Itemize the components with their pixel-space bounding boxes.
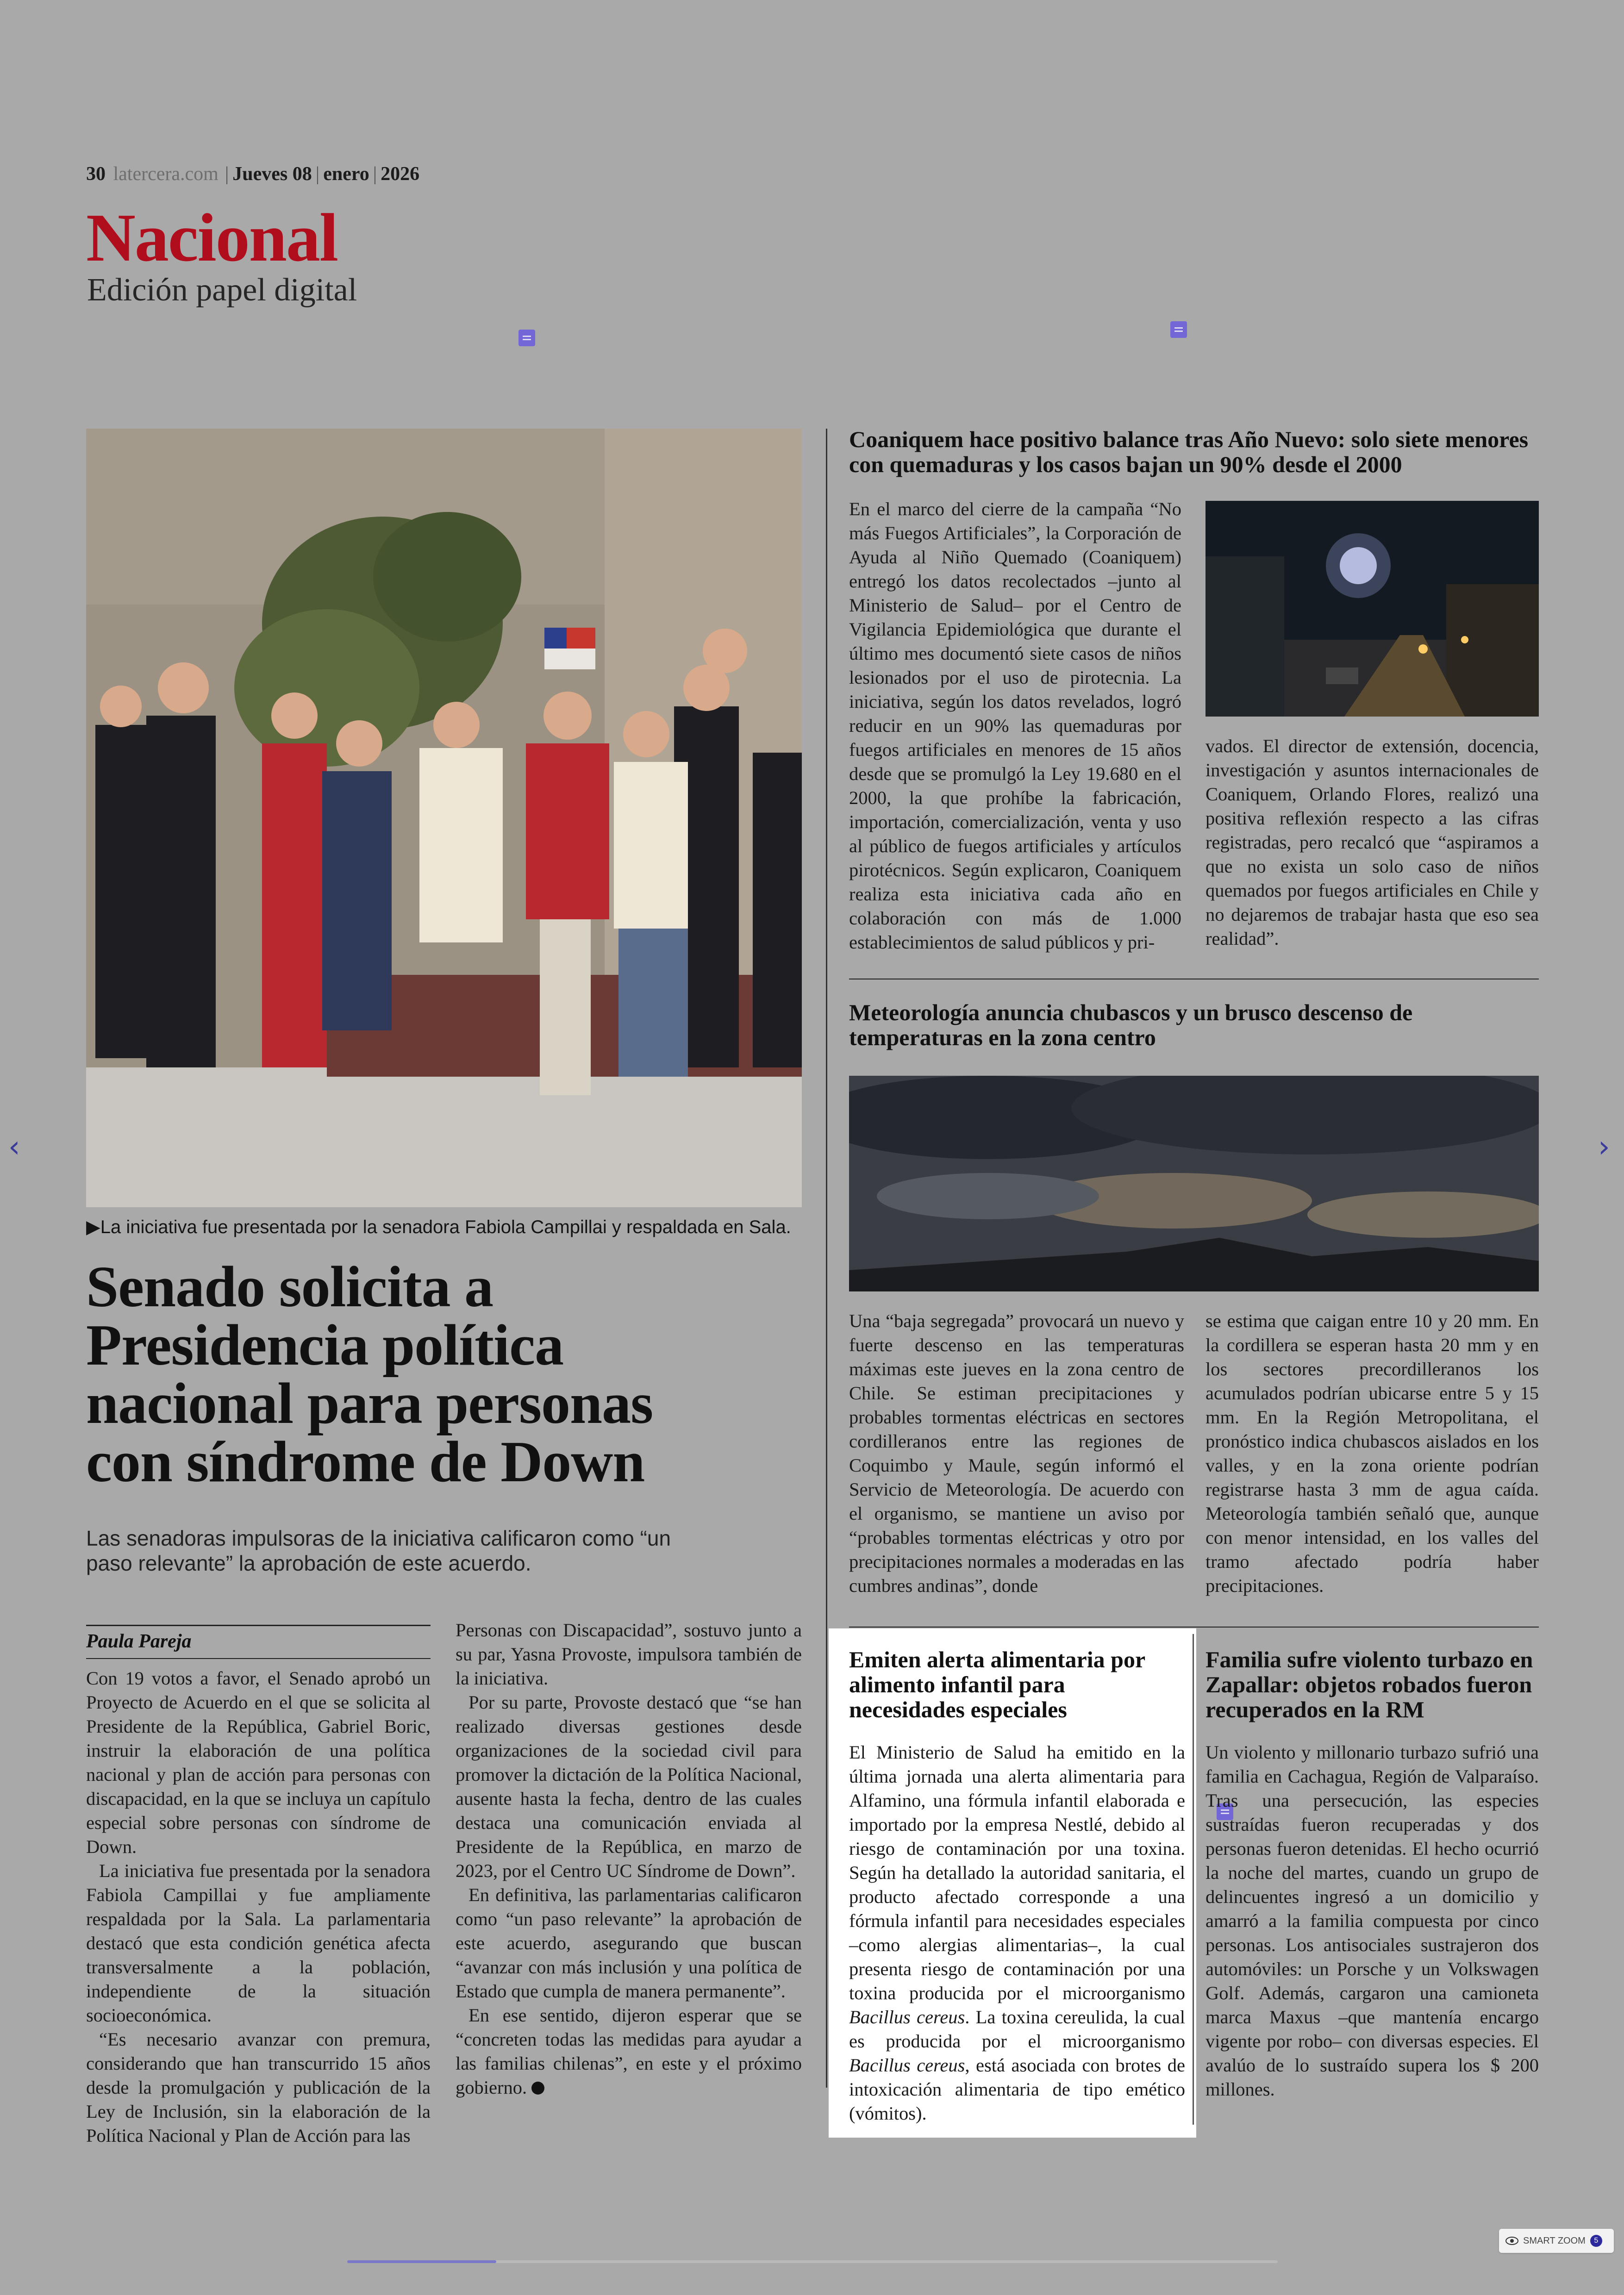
- weather-headline: Meteorología anuncia chubascos y un brusco descenso de temperaturas en la zona centro: [849, 999, 1413, 1050]
- organism-name: Bacillus cereus: [849, 2007, 965, 2027]
- smart-zoom-badge: 5: [1590, 2235, 1602, 2247]
- page-progress-bar[interactable]: [347, 2260, 1278, 2263]
- main-article-dek: Las senadoras impulsoras de la iniciativa calificaron como “un paso relevante” la aprobación de este acuerdo.: [86, 1526, 671, 1576]
- header-month: enero: [323, 163, 369, 185]
- caption-arrow-icon: ▶: [86, 1217, 100, 1237]
- smart-zoom-label: SMART ZOOM: [1523, 2235, 1586, 2246]
- alerta-headline: Emiten alerta alimentaria por alimento infantil para necesidades especiales: [849, 1646, 1145, 1722]
- cloudy-sky-illustration: [849, 1076, 1539, 1291]
- weather-column-1: Una “baja segregada” provocará un nuevo y fuerte descenso en las temperaturas máximas este jueves en la zona centro de Chile. Se estiman precipitaciones y probables tormentas eléctricas en sectores cordilleranos entre las regiones de Coquimbo y Maule, según informó el Servicio de Meteorología. De acuerdo con el organismo, se mantiene un aviso por “probables tormentas eléctricas y otro por precipitaciones normales a moderadas en las cumbres andinas”, donde: [849, 1310, 1184, 1596]
- end-of-article-icon: [531, 2082, 544, 2095]
- organism-name: Bacillus cereus: [849, 2055, 965, 2076]
- header-day: Jueves 08: [232, 163, 312, 185]
- smart-zoom-button[interactable]: [1499, 2229, 1614, 2253]
- author-rule: [86, 1625, 431, 1626]
- group-photo-illustration: [86, 429, 802, 1207]
- main-article-column-2: Personas con Discapacidad”, sostuvo junto a su par, Yasna Provoste, impulsora también de la iniciativa. Por su parte, Provoste destacó que “se han realizado diversas gestiones desde organizaciones de la sociedad civil para promover la dictación de la Política Nacional, ausente hasta la fecha, dentro de las cuales destaca una comunicación enviada al Presidente de la República, en marzo de 2023, por el Centro UC Síndrome de Down”. En definitiva, las parlamentarias calificaron como “un paso relevante” la aprobación de este acuerdo, asegurando que buscan “avanzar con más inclusión y una política de Estado que cumpla de manera permanente”. En ese sentido, dijeron esperar que se “concreten todas las medidas para ayudar a las familias chilenas”, en este y el próximo gobierno.: [456, 1620, 802, 2098]
- column-divider: [826, 429, 827, 2088]
- section-rule-2: [849, 1627, 1539, 1628]
- article-author: Paula Pareja: [86, 1631, 192, 1652]
- header-year: 2026: [381, 163, 420, 185]
- next-page-button[interactable]: ›: [1598, 1130, 1610, 1164]
- weather-photo: [849, 1076, 1539, 1291]
- main-photo-caption: ▶La iniciativa fue presentada por la senadora Fabiola Campillai y respaldada en Sala.: [86, 1217, 791, 1237]
- main-article-column-1: Con 19 votos a favor, el Senado aprobó un Proyecto de Acuerdo en el que se solicita al Presidente de la República, Gabriel Boric, instruir la elaboración de una política nacional y plan de acción para personas con discapacidad, en la que se incluya un capítulo especial sobre personas con síndrome de Down. La iniciativa fue presentada por la senadora Fabiola Campillai y fue ampliamente respaldada por la Sala. La parlamentaria destacó que esta condición genética afecta transversalmente a la población, independiente de la situación socioeconómica. “Es necesario avanzar con premura, considerando que han transcurrido 15 años desde la promulgación y publicación de la Ley de Inclusión, sin la elaboración de la Política Nacional y Plan de Acción para las: [86, 1668, 431, 2146]
- alerta-body: El Ministerio de Salud ha emitido en la última jornada una alerta alimentaria para Alfamino, una fórmula infantil elaborada e importado por la empresa Nestlé, debido al riesgo de contaminación por una toxina. Según ha detallado la autoridad sanitaria, el producto afectado corresponde a una fórmula infantil para necesidades especiales –como alergias alimentarias–, la cual presenta riesgo de contaminación por una toxina producida por el microorganismo Bacillus cereus. La toxina cereulida, la cual es producida por el microorganismo Bacillus cereus, está asociada con brotes de intoxicación alimentaria de tipo emético (vómitos).: [849, 1742, 1186, 2124]
- zapallar-body: Un violento y millonario turbazo sufrió una familia en Cachagua, Región de Valparaíso. Tras una persecución, las especies sustraídas fueron recuperadas y dos personas fueron detenidas. El hecho ocurrió la noche del martes, cuando un grupo de delincuentes ingresó a un domicilio y amarró a la familia compuesta por cinco personas. Los antisociales sustrajeron dos automóviles: un Porsche y un Volkswagen Golf. Además, cargaron una camioneta marca Maxus –que mantenía encargo vigente por robo– con diversas especies. El avalúo de lo sustraído supera los $ 200 millones.: [1206, 1742, 1539, 2100]
- main-headline: Senado solicita a Presidencia política nacional para personas con síndrome de Down: [86, 1255, 653, 1494]
- coaniquem-column-2: vados. El director de extensión, docencia, investigación y asuntos internacionales de Coaniquem, Orlando Flores, realizó una positiva reflexión respecto a las cifras registradas, pero recalcó que “aspiramos a que no exista un solo caso de niños quemados por fuegos artificiales en Chile y no dejaremos de trabajar hasta que eso sea realidad”.: [1206, 736, 1539, 949]
- eye-icon: [1505, 2237, 1518, 2245]
- prev-page-button[interactable]: ‹: [8, 1130, 20, 1164]
- page-number: 30: [86, 163, 106, 185]
- weather-column-2: se estima que caigan entre 10 y 20 mm. En la cordillera se esperan hasta 20 mm y en los sectores precordilleranos los acumulados podrían ubicarse entre 5 y 15 mm. En la Región Metropolitana, el pronóstico indica chubascos aislados en los valles, y en la zona oriente podrían registrarse hasta 3 mm de agua caída. Meteorología también señaló que, aunque con menor intensidad, en los valles del tramo afectado podría haber precipitaciones.: [1206, 1310, 1539, 1596]
- note-icon[interactable]: [1170, 321, 1187, 338]
- coaniquem-headline: Coaniquem hace positivo balance tras Año Nuevo: solo siete menores con quemaduras y los casos bajan un 90% desde el 2000: [849, 426, 1529, 477]
- site-name: latercera.com: [113, 163, 219, 185]
- page-header-line: 30 latercera.com | Jueves 08 | enero | 2026: [86, 163, 420, 185]
- section-title: Nacional: [86, 200, 338, 276]
- note-icon[interactable]: [518, 330, 535, 346]
- fireworks-street-illustration: [1206, 501, 1539, 717]
- alerta-divider: [1193, 1634, 1194, 2125]
- author-rule-bottom: [86, 1658, 431, 1659]
- edition-subtitle: Edición papel digital: [87, 272, 357, 308]
- page-progress-fill: [347, 2260, 496, 2263]
- fireworks-photo: [1206, 501, 1539, 717]
- main-article-photo: [86, 429, 802, 1207]
- zapallar-headline: Familia sufre violento turbazo en Zapallar: objetos robados fueron recuperados en la RM: [1206, 1646, 1533, 1722]
- coaniquem-column-1: En el marco del cierre de la campaña “No más Fuegos Artificiales”, la Corporación de Ayuda al Niño Quemado (Coaniquem) entregó los datos recolectados –junto al Ministerio de Salud– por el Centro de Vigilancia Epidemiológica que durante el último mes documentó siete casos de niños lesionados por el uso de pirotecnia. La iniciativa, según los datos revelados, logró reducir en un 90% las quemaduras por fuegos artificiales en menores de 15 años desde que se promulgó la Ley 19.680 en el 2000, la que prohíbe la fabricación, importación, comercialización, venta y uso al público de fuegos artificiales y artículos pirotécnicos. Según explicaron, Coaniquem realiza esta iniciativa cada año en colaboración con más de 1.000 establecimientos de salud públicos y pri-: [849, 499, 1181, 953]
